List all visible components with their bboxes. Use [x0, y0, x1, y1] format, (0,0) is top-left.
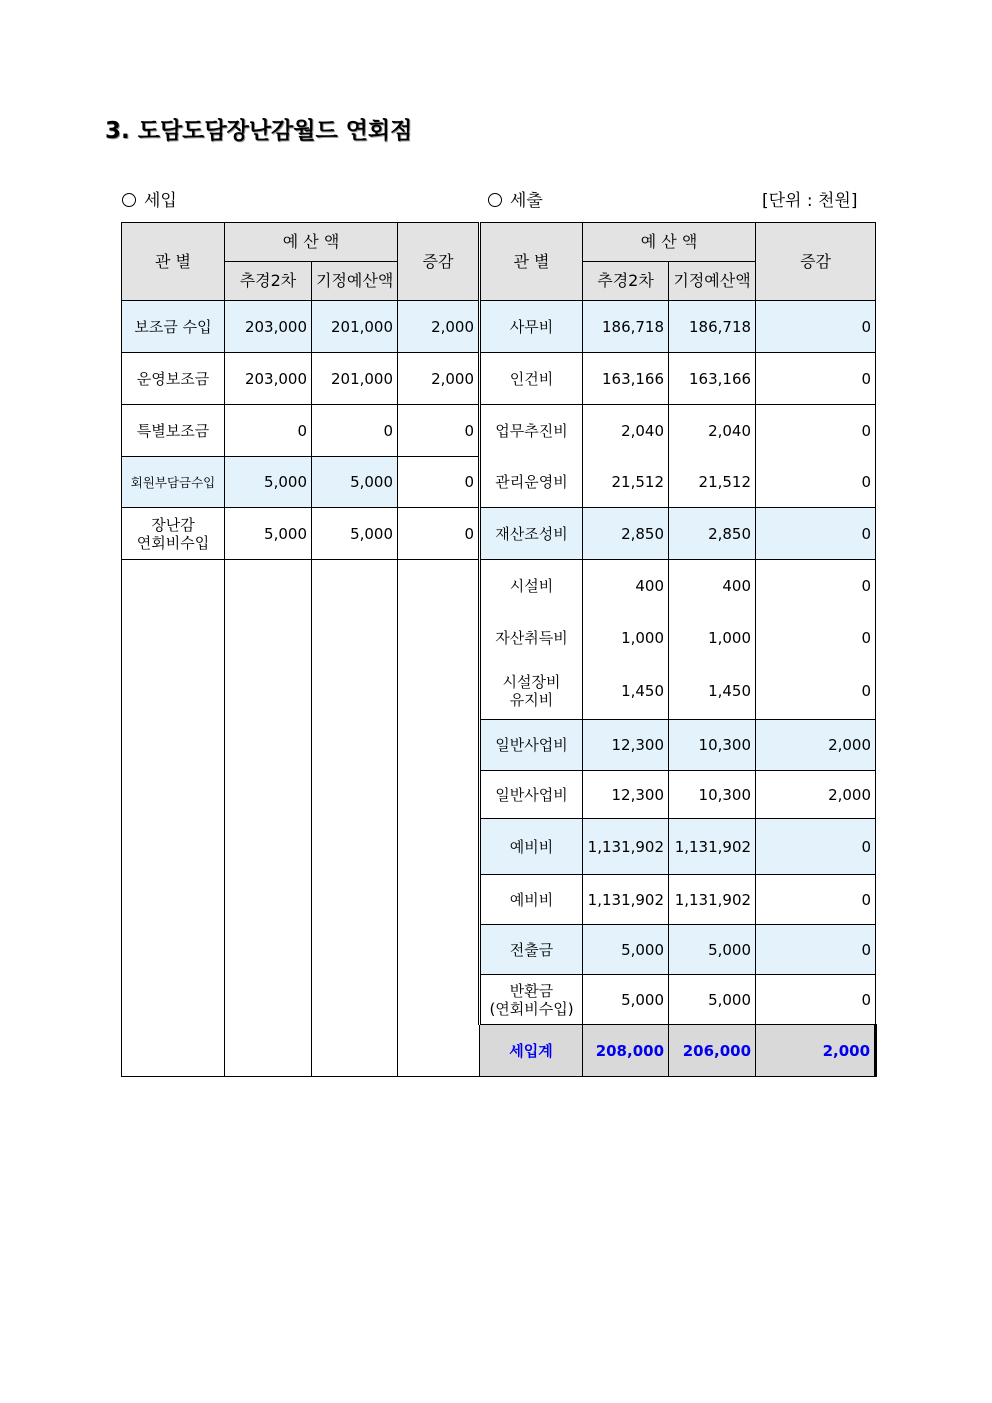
income-existing: 201,000: [312, 301, 398, 353]
income-name: 장난감 연회비수입: [122, 508, 225, 560]
expense-change-header: 증감: [756, 223, 876, 301]
income-name: 회원부담금수입: [122, 457, 225, 508]
income-blank-cell: [122, 560, 225, 1077]
income-supp2: 5,000: [225, 508, 312, 560]
expense-existing: 21,512: [669, 457, 756, 508]
expense-existing: 1,131,902: [669, 819, 756, 875]
expense-name: 시설장비 유지비: [480, 664, 583, 720]
income-existing: 201,000: [312, 353, 398, 405]
expense-name: 예비비: [480, 819, 583, 875]
expense-change: 0: [756, 405, 876, 457]
expense-existing-header: 기정예산액: [669, 262, 756, 301]
expense-name: 재산조성비: [480, 508, 583, 560]
expense-name: 인건비: [480, 353, 583, 405]
table-row: [122, 301, 876, 353]
table-row: [122, 560, 876, 612]
expense-supp2: 12,300: [583, 720, 669, 771]
unit-label: [단위 : 천원]: [762, 191, 858, 211]
expense-change: 0: [756, 664, 876, 720]
expense-change: 2,000: [756, 720, 876, 771]
table-row: [122, 353, 876, 405]
expense-name: 시설비: [480, 560, 583, 612]
income-change: 2,000: [398, 353, 480, 405]
income-existing-header: 기정예산액: [312, 262, 398, 301]
expense-name: 전출금: [480, 925, 583, 975]
income-blank-cell: [398, 560, 480, 1077]
expense-existing: 10,300: [669, 720, 756, 771]
expense-change: 0: [756, 353, 876, 405]
expense-supp2: 186,718: [583, 301, 669, 353]
income-change: 0: [398, 508, 480, 560]
expense-change: 0: [756, 819, 876, 875]
expense-name: 자산취득비: [480, 612, 583, 664]
income-existing: 5,000: [312, 457, 398, 508]
expense-change: 2,000: [756, 771, 876, 819]
expense-supp2: 1,450: [583, 664, 669, 720]
expense-change: 0: [756, 875, 876, 925]
income-supp2: 203,000: [225, 353, 312, 405]
income-supp2: 5,000: [225, 457, 312, 508]
expense-supp2: 21,512: [583, 457, 669, 508]
circle-icon: [488, 193, 502, 207]
expense-supp2: 5,000: [583, 925, 669, 975]
income-total-change: 2,000: [756, 1025, 876, 1077]
expense-name: 업무추진비: [480, 405, 583, 457]
income-label: 세입: [144, 191, 177, 211]
expense-name: 반환금 (연회비수입): [480, 975, 583, 1025]
expense-existing: 1,000: [669, 612, 756, 664]
expense-change: 0: [756, 975, 876, 1025]
expense-name: 사무비: [480, 301, 583, 353]
expense-existing: 5,000: [669, 975, 756, 1025]
expense-supp2: 400: [583, 560, 669, 612]
expense-change: 0: [756, 612, 876, 664]
page-title: 3. 도담도담장난감월드 연회점: [105, 118, 413, 144]
expense-existing: 5,000: [669, 925, 756, 975]
expense-supp2: 2,850: [583, 508, 669, 560]
expense-section-label: [488, 186, 543, 211]
income-section-label: [122, 186, 177, 211]
income-supp2: 0: [225, 405, 312, 457]
expense-change: 0: [756, 301, 876, 353]
income-blank-cell: [225, 560, 312, 1077]
expense-supp2: 1,131,902: [583, 875, 669, 925]
budget-table: [121, 222, 876, 1077]
expense-existing: 186,718: [669, 301, 756, 353]
expense-label: 세출: [510, 191, 543, 211]
expense-supp2: 2,040: [583, 405, 669, 457]
income-total-label: 세입계: [480, 1025, 583, 1077]
expense-supp2: 163,166: [583, 353, 669, 405]
income-existing: 5,000: [312, 508, 398, 560]
expense-existing: 1,450: [669, 664, 756, 720]
expense-existing: 10,300: [669, 771, 756, 819]
table-row: [122, 457, 876, 508]
expense-supp2: 12,300: [583, 771, 669, 819]
expense-existing: 2,040: [669, 405, 756, 457]
expense-name: 관리운영비: [480, 457, 583, 508]
expense-change: 0: [756, 560, 876, 612]
expense-supp2: 5,000: [583, 975, 669, 1025]
expense-name: 일반사업비: [480, 771, 583, 819]
expense-existing: 2,850: [669, 508, 756, 560]
income-total-supp2: 208,000: [583, 1025, 669, 1077]
income-blank-cell: [312, 560, 398, 1077]
expense-supp2-header: 추경2차: [583, 262, 669, 301]
income-change: 0: [398, 457, 480, 508]
expense-change: 0: [756, 925, 876, 975]
expense-change: 0: [756, 457, 876, 508]
expense-budget-header: 예 산 액: [583, 223, 756, 262]
income-total-existing: 206,000: [669, 1025, 756, 1077]
income-name: 운영보조금: [122, 353, 225, 405]
expense-existing: 400: [669, 560, 756, 612]
table-row: [122, 508, 876, 560]
income-change: 0: [398, 405, 480, 457]
circle-icon: [122, 193, 136, 207]
expense-name: 일반사업비: [480, 720, 583, 771]
table-row: [122, 405, 876, 457]
expense-existing: 1,131,902: [669, 875, 756, 925]
expense-name: 예비비: [480, 875, 583, 925]
income-change-header: 증감: [398, 223, 480, 301]
income-budget-header: 예 산 액: [225, 223, 398, 262]
income-supp2-header: 추경2차: [225, 262, 312, 301]
expense-existing: 163,166: [669, 353, 756, 405]
income-existing: 0: [312, 405, 398, 457]
expense-supp2: 1,000: [583, 612, 669, 664]
expense-supp2: 1,131,902: [583, 819, 669, 875]
expense-category-header: 관 별: [480, 223, 583, 301]
income-name: 보조금 수입: [122, 301, 225, 353]
expense-change: 0: [756, 508, 876, 560]
income-category-header: 관 별: [122, 223, 225, 301]
income-name: 특별보조금: [122, 405, 225, 457]
income-supp2: 203,000: [225, 301, 312, 353]
income-change: 2,000: [398, 301, 480, 353]
